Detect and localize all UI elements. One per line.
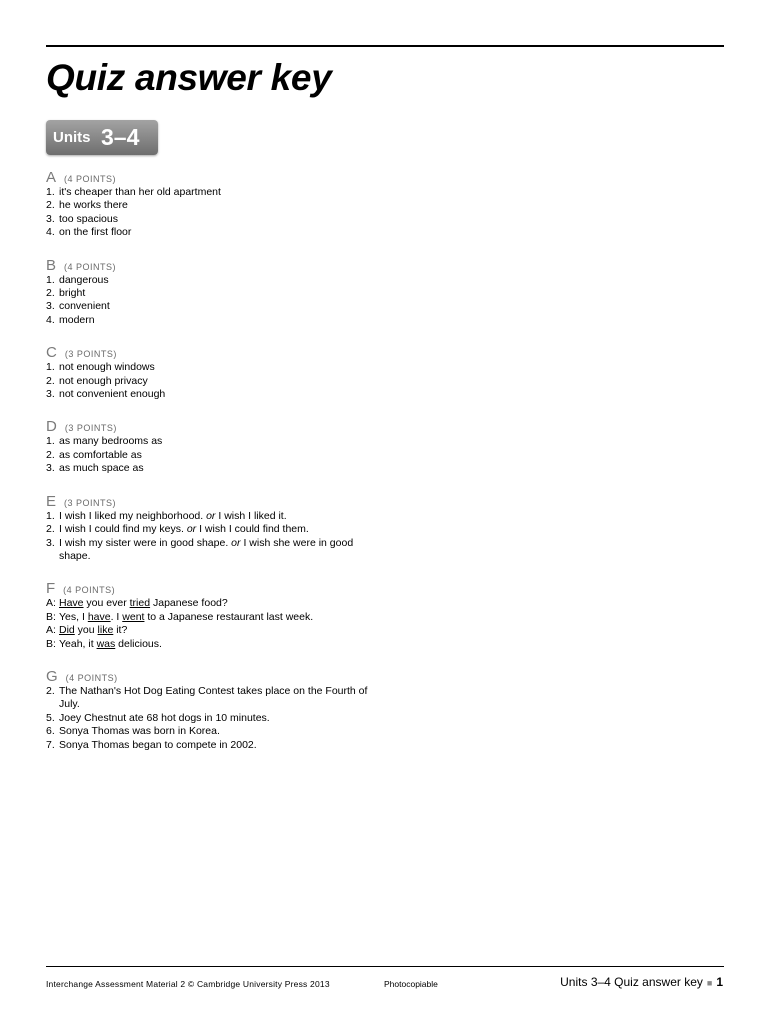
answer-item	[46, 725, 376, 738]
answer-number: 1.	[46, 273, 55, 286]
answer-part-b: I wish I could find them.	[199, 523, 309, 536]
section-points: (3 POINTS)	[64, 423, 117, 434]
underlined-answer: Have	[59, 597, 84, 610]
answer-text: it's cheaper than her old apartment	[59, 186, 221, 198]
answer-item	[46, 523, 376, 536]
dialog-line	[46, 597, 376, 610]
speaker-label: A:	[46, 624, 56, 637]
answer-number: 1.	[46, 435, 55, 448]
answer-number: 6.	[46, 725, 55, 738]
answer-item	[46, 388, 376, 401]
page-title: Quiz answer key	[46, 57, 332, 98]
units-badge-number: 3–4	[101, 124, 140, 150]
answer-text: Sonya Thomas was born in Korea.	[59, 725, 220, 738]
answer-number: 7.	[46, 738, 55, 751]
section-heading	[46, 170, 376, 186]
answer-number: 3.	[46, 536, 55, 549]
section-points: (4 POINTS)	[63, 585, 116, 596]
answer-item	[46, 712, 376, 725]
answer-item	[46, 435, 376, 448]
section-letter: F	[46, 580, 56, 598]
answer-item	[46, 462, 376, 475]
dialog-text	[59, 611, 376, 624]
section-letter: A	[46, 169, 57, 186]
answer-item	[46, 300, 376, 313]
dialog-text	[59, 624, 376, 637]
answer-item	[46, 226, 376, 239]
section-c	[46, 345, 376, 401]
section-d	[46, 419, 376, 475]
answer-number: 2.	[46, 523, 55, 536]
underlined-answer: tried	[129, 597, 151, 610]
answer-number: 4.	[46, 313, 55, 326]
or-word: or	[186, 523, 197, 536]
answer-item	[46, 361, 376, 374]
answer-text: Joey Chestnut ate 68 hot dogs in 10 minutes.	[59, 711, 270, 724]
answer-item	[46, 213, 376, 226]
answer-sections	[46, 170, 376, 770]
dialog-fragment: . I	[110, 610, 123, 623]
answer-item	[46, 685, 376, 712]
answer-text: as comfortable as	[59, 448, 142, 461]
speaker-label: B:	[46, 610, 56, 623]
dialog-fragment: you ever	[83, 597, 130, 610]
answer-part-b: I wish I liked it.	[218, 509, 287, 522]
answer-text: dangerous	[59, 273, 109, 286]
dialog-line	[46, 624, 376, 637]
dialog-text	[59, 597, 376, 610]
answer-number: 1.	[46, 186, 55, 198]
answer-text: as many bedrooms as	[59, 435, 163, 448]
footer-photocopiable: Photocopiable	[384, 979, 438, 989]
answer-number: 2.	[46, 374, 55, 387]
speaker-label: B:	[46, 637, 56, 650]
answer-number: 2.	[46, 199, 55, 212]
underlined-answer: have	[87, 610, 111, 623]
section-points: (3 POINTS)	[64, 349, 117, 360]
answer-text: too spacious	[59, 212, 118, 225]
answer-text: not convenient enough	[59, 388, 166, 401]
answer-text	[59, 510, 376, 523]
answer-text: Sonya Thomas began to compete in 2002.	[59, 738, 257, 751]
answer-item	[46, 186, 376, 199]
section-letter: B	[46, 256, 57, 274]
or-word: or	[231, 536, 241, 549]
top-rule	[46, 45, 724, 47]
answer-number: 4.	[46, 226, 55, 239]
answer-number: 1.	[46, 509, 55, 522]
answer-text	[59, 537, 376, 564]
answer-text: as much space as	[59, 462, 144, 475]
section-heading	[46, 345, 376, 361]
answer-text	[59, 523, 376, 536]
section-letter: G	[46, 667, 58, 685]
dialog-fragment: it?	[113, 624, 128, 637]
section-heading	[46, 494, 376, 510]
section-f	[46, 581, 376, 651]
answer-number: 3.	[46, 212, 55, 225]
underlined-answer: was	[96, 637, 116, 650]
dialog-fragment: Yeah, it	[59, 637, 97, 650]
footer-credit: Interchange Assessment Material 2 © Cambridge University Press 2013	[46, 979, 330, 989]
answer-number: 3.	[46, 300, 55, 313]
answer-text: convenient	[59, 300, 110, 313]
footer-page-info	[560, 975, 723, 989]
answer-part-a: I wish my sister were in good shape.	[59, 536, 229, 549]
section-a	[46, 170, 376, 240]
footer-separator: ■	[706, 978, 713, 988]
answer-text: not enough windows	[59, 361, 155, 374]
footer-page-label: Units 3–4 Quiz answer key	[560, 975, 703, 989]
section-heading	[46, 258, 376, 274]
section-heading	[46, 669, 376, 685]
underlined-answer: went	[122, 610, 145, 623]
units-badge	[46, 120, 158, 155]
section-letter: D	[46, 418, 57, 436]
section-heading	[46, 419, 376, 435]
dialog-fragment: delicious.	[115, 637, 162, 650]
answer-item	[46, 287, 376, 300]
section-points: (4 POINTS)	[64, 261, 117, 272]
answer-part-b: I wish she were in good shape.	[59, 536, 354, 562]
section-b	[46, 258, 376, 328]
answer-number: 2.	[46, 684, 55, 697]
section-heading	[46, 581, 376, 597]
section-points: (3 POINTS)	[64, 497, 117, 508]
units-badge-word: Units	[53, 129, 91, 146]
dialog-fragment: Japanese food?	[150, 597, 228, 610]
dialog-fragment: you	[74, 624, 98, 637]
answer-text: bright	[59, 287, 86, 300]
answer-number: 3.	[46, 388, 55, 401]
answer-part-a: I wish I liked my neighborhood.	[59, 509, 204, 522]
section-points: (4 POINTS)	[64, 174, 117, 184]
answer-item	[46, 449, 376, 462]
section-g	[46, 669, 376, 752]
underlined-answer: like	[97, 624, 114, 637]
answer-item	[46, 510, 376, 523]
section-points: (4 POINTS)	[65, 672, 118, 683]
dialog-line	[46, 638, 376, 651]
speaker-label: A:	[46, 597, 56, 610]
answer-number: 3.	[46, 462, 55, 475]
dialog-text	[59, 638, 376, 651]
answer-item	[46, 199, 376, 212]
answer-item	[46, 375, 376, 388]
answer-text: he works there	[59, 199, 128, 212]
answer-item	[46, 537, 376, 564]
underlined-answer: Did	[59, 624, 75, 637]
dialog-fragment: to a Japanese restaurant last week.	[144, 610, 314, 623]
dialog-fragment: Yes, I	[59, 610, 88, 623]
section-e	[46, 494, 376, 564]
answer-item	[46, 314, 376, 327]
answer-text: The Nathan's Hot Dog Eating Contest takes place on the Fourth of July.	[59, 684, 368, 711]
answer-text: on the first floor	[59, 226, 132, 239]
answer-text: modern	[59, 313, 95, 326]
answer-item	[46, 739, 376, 752]
answer-number: 5.	[46, 711, 55, 724]
answer-part-a: I wish I could find my keys.	[59, 523, 184, 536]
section-letter: C	[46, 344, 57, 362]
answer-number: 1.	[46, 361, 55, 374]
dialog-line	[46, 611, 376, 624]
bottom-rule	[46, 966, 724, 967]
or-word: or	[206, 509, 216, 522]
answer-number: 2.	[46, 448, 55, 461]
answer-number: 2.	[46, 287, 55, 300]
answer-text: not enough privacy	[59, 374, 148, 387]
answer-item	[46, 274, 376, 287]
section-letter: E	[46, 492, 57, 510]
page-number: 1	[716, 975, 723, 989]
